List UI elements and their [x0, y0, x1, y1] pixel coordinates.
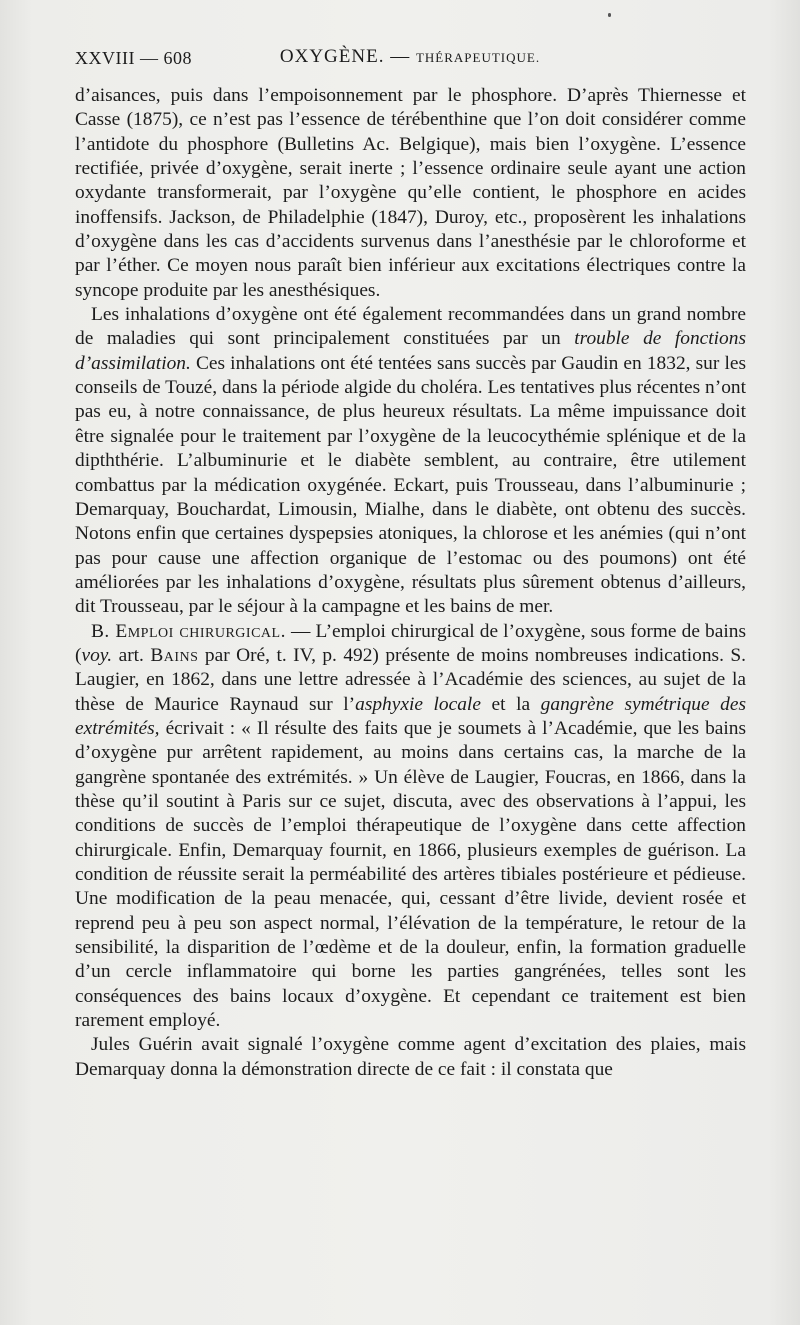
- paragraph-1: d’aisances, puis dans l’empoisonnement par le phosphore. D’après Thiernesse et Casse (1875), ce n’est pas l’essence de térébenthine que l’on doit considérer comme l’antidote du phosphore (Bulletins Ac. Belgique), mais bien l’oxygène. L’essence rectifiée, privée d’oxygène, serait inerte ; l’essence ordinaire seule ayant une action oxydante transformerait, par l’oxygène qu’elle contient, le phosphore en acides inoffensifs. Jackson, de Philadelphie (1847), Duroy, etc., proposèrent les inhalations d’oxygène dans les cas d’accidents survenus dans l’anesthésie par le chloroforme et par l’éther. Ce moyen nous paraît bien inférieur aux excitations électriques contre la syncope produite par les anesthésiques.: [75, 85, 746, 301]
- paragraph-3-voy: voy.: [81, 644, 113, 666]
- paragraph-4: Jules Guérin avait signalé l’oxygène comme agent d’excitation des plaies, mais Demarquay donna la démonstration directe de ce fait : il constata que: [75, 1034, 746, 1080]
- paragraph-3-text: — L’emploi chirurgical de l’oxygène, sous forme de bains (: [75, 620, 746, 666]
- paragraph-3-emphasis-2: gangrène symétrique des extrémités,: [75, 693, 746, 739]
- header-separator: —: [384, 46, 416, 67]
- cross-reference-bains: Bains: [150, 644, 199, 666]
- running-title: [75, 46, 745, 68]
- header-subtitle: THÉRAPEUTIQUE.: [415, 50, 541, 65]
- paragraph-3-text-b: art.: [112, 644, 151, 666]
- paragraph-2-text: Les inhalations d’oxygène ont été également recommandées dans un grand nombre de maladies qui sont principalement constituées par un: [75, 304, 746, 350]
- ink-speck: [608, 13, 611, 17]
- paragraph-2: [75, 303, 746, 619]
- section-label: B. Emploi chirurgical.: [91, 620, 286, 642]
- paragraph-2-text-cont: Ces inhalations ont été tentées sans succès par Gaudin en 1832, sur les conseils de Touzé, dans la période algide du choléra. Les tentatives plus récentes n’ont pas eu, à notre connaissance, de plus heureux résultats. La même impuissance doit être signalée pour le traitement par l’oxygène de la leucocythémie splénique et de la dipththérie. L’albuminurie et le diabète semblent, au contraire, être utilement combattus par la médication oxygénée. Eckart, puis Trousseau, dans l’albuminurie ; Demarquay, Bouchardat, Limousin, Mialhe, dans le diabète, ont obtenu des succès. Notons enfin que certaines dyspepsies atoniques, la chlorose et les anémies (qui n’ont pas pour cause une affection organique de l’estomac ou des poumons) ont été améliorées par les inhalations d’oxygène, résultats plus sûrement obtenus d’ailleurs, dit Trousseau, par le séjour à la campagne et les bains de mer.: [75, 352, 746, 618]
- paragraph-3: [75, 620, 746, 1034]
- paragraph-3-emphasis-1: asphyxie locale: [355, 693, 481, 715]
- body-text: [75, 84, 746, 1082]
- paragraph-3-text-e: écrivait : « Il résulte des faits que je soumets à l’Académie, que les bains d’oxygène pur arrêtent rapidement, au moins dans certains cas, la marche de la gangrène spontanée des extrémités. » Un élève de Laugier, Foucras, en 1866, dans la thèse qu’il soutint à Paris sur ce sujet, discuta, avec des observations à l’appui, les conditions de succès de l’emploi thérapeutique de l’oxygène dans cette affection chirurgicale. Enfin, Demarquay fournit, en 1866, plusieurs exemples de guérison. La condition de réussite serait la perméabilité des artères tibiales postérieure et pédieuse. Une modification de la peau menacée, qui, cessant d’être livide, devient rosée et reprend peu à peu son aspect normal, l’élévation de la température, le retour de la sensibilité, la disparition de l’œdème et de la douleur, enfin, la formation graduelle d’un cercle inflammatoire qui borne les parties gangrénées, telles sont les conséquences des bains locaux d’oxygène. Et cependant ce traitement est bien rarement employé.: [75, 717, 746, 1032]
- paragraph-2-emphasis: trouble de fonctions d’assimilation.: [75, 328, 746, 374]
- paragraph-3-text-c: par Oré, t. IV, p. 492) présente de moins nombreuses indications. S. Laugier, en 1862, dans une lettre adressée à l’Académie des sciences, au sujet de la thèse de Maurice Raynaud sur l’: [75, 644, 747, 715]
- paragraph-3-text-d: et la: [480, 693, 541, 715]
- page-number: XXVIII — 608: [75, 48, 192, 68]
- header-title: OXYGÈNE.: [279, 46, 385, 67]
- running-header: [75, 46, 745, 76]
